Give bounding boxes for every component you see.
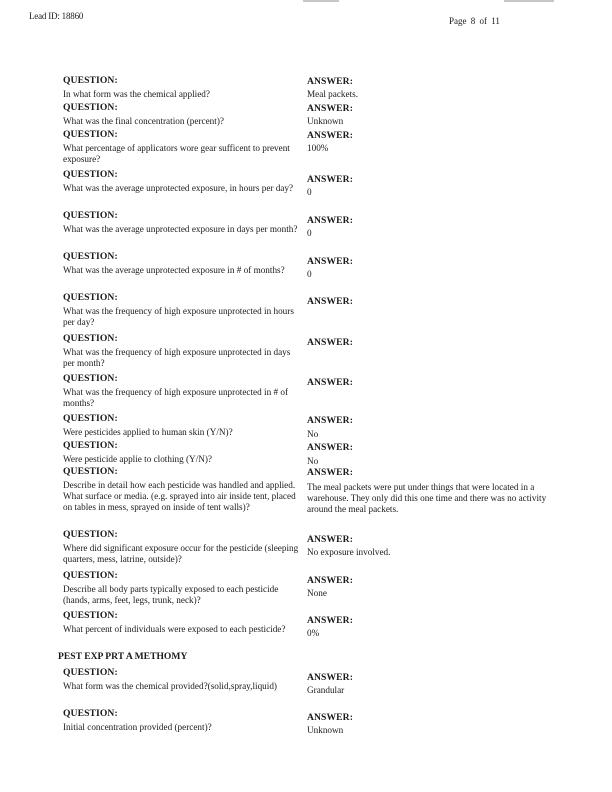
question-label: QUESTION: [63, 251, 118, 262]
answer-label: ANSWER: [307, 256, 354, 267]
answer-text: Unknown [307, 725, 344, 735]
answer-label: ANSWER: [307, 712, 354, 723]
question-label: QUESTION: [63, 466, 118, 477]
question-text: What form was the chemical provided?(solid,spray,liquid) [63, 681, 277, 691]
answer-label: ANSWER: [307, 442, 354, 453]
question-label: QUESTION: [63, 292, 118, 303]
question-label: QUESTION: [63, 210, 118, 221]
question-text: Describe in detail how each pesticide was handled and applied. What surface or media. (e.g. sprayed into air inside tent, placed on tables in mess, sprayed on inside of tent walls)? [63, 480, 296, 512]
question-text: Initial concentration provided (percent)? [63, 722, 212, 732]
question-text: What percent of individuals were exposed to each pesticide? [63, 624, 286, 634]
answer-label: ANSWER: [307, 534, 354, 545]
question-text: Were pesticides applied to human skin (Y/N)? [63, 427, 233, 437]
question-label: QUESTION: [63, 333, 118, 344]
lead-id: Lead ID: 18860 [29, 11, 84, 21]
answer-label: ANSWER: [307, 672, 354, 683]
question-text: What was the average unprotected exposure, in hours per day? [63, 183, 294, 193]
answer-label: ANSWER: [307, 296, 354, 307]
question-label: QUESTION: [63, 169, 118, 180]
answer-text: 0 [307, 228, 312, 238]
answer-text: 0% [307, 628, 320, 638]
answer-label: ANSWER: [307, 575, 354, 586]
scan-mark [303, 0, 339, 2]
answer-text: No exposure involved. [307, 547, 391, 557]
question-label: QUESTION: [63, 440, 118, 451]
answer-label: ANSWER: [307, 615, 354, 626]
question-label: QUESTION: [63, 667, 118, 678]
answer-text: Meal packets. [307, 89, 359, 99]
question-label: QUESTION: [63, 708, 118, 719]
question-label: QUESTION: [63, 413, 118, 424]
answer-label: ANSWER: [307, 215, 354, 226]
question-label: QUESTION: [63, 529, 118, 540]
answer-text: No [307, 456, 319, 466]
answer-text: 100% [307, 143, 329, 153]
answer-label: ANSWER: [307, 130, 354, 141]
question-text: What was the frequency of high exposure unprotected in hours per day? [63, 306, 294, 327]
answer-text: 0 [307, 269, 312, 279]
question-text: Where did significant exposure occur for the pesticide (sleeping quarters, mess, latrine, outside)? [63, 543, 299, 564]
answer-label: ANSWER: [307, 174, 354, 185]
question-text: What was the average unprotected exposure in days per month? [63, 224, 298, 234]
page-number: Page 8 of 11 [449, 16, 500, 26]
question-text: What was the frequency of high exposure unprotected in days per month? [63, 347, 291, 368]
question-text: Were pesticide applie to clothing (Y/N)? [63, 454, 213, 464]
question-label: QUESTION: [63, 75, 118, 86]
answer-label: ANSWER: [307, 76, 354, 87]
scan-mark [504, 0, 554, 2]
question-text: In what form was the chemical applied? [63, 89, 210, 99]
answer-text: 0 [307, 187, 312, 197]
question-text: What percentage of applicators wore gear sufficent to prevent exposure? [63, 143, 290, 164]
answer-text: The meal packets were put under things that were located in a warehouse. They only did this one time and there was no activity around the meal packets. [307, 482, 547, 514]
question-label: QUESTION: [63, 129, 118, 140]
answer-label: ANSWER: [307, 103, 354, 114]
answer-text: None [307, 588, 327, 598]
question-label: QUESTION: [63, 570, 118, 581]
question-label: QUESTION: [63, 102, 118, 113]
answer-label: ANSWER: [307, 377, 354, 388]
answer-text: Grandular [307, 685, 345, 695]
answer-text: No [307, 429, 319, 439]
answer-label: ANSWER: [307, 467, 354, 478]
question-text: Describe all body parts typically exposed to each pesticide (hands, arms, feet, legs, trunk, neck)? [63, 584, 279, 605]
section-title: PEST EXP PRT A METHOMY [58, 651, 188, 662]
question-text: What was the average unprotected exposure in # of months? [63, 265, 285, 275]
question-text: What was the final concentration (percent)? [63, 116, 224, 126]
answer-text: Unknown [307, 116, 344, 126]
question-text: What was the frequency of high exposure unprotected in # of months? [63, 387, 289, 408]
question-label: QUESTION: [63, 373, 118, 384]
question-label: QUESTION: [63, 610, 118, 621]
answer-label: ANSWER: [307, 415, 354, 426]
answer-label: ANSWER: [307, 337, 354, 348]
